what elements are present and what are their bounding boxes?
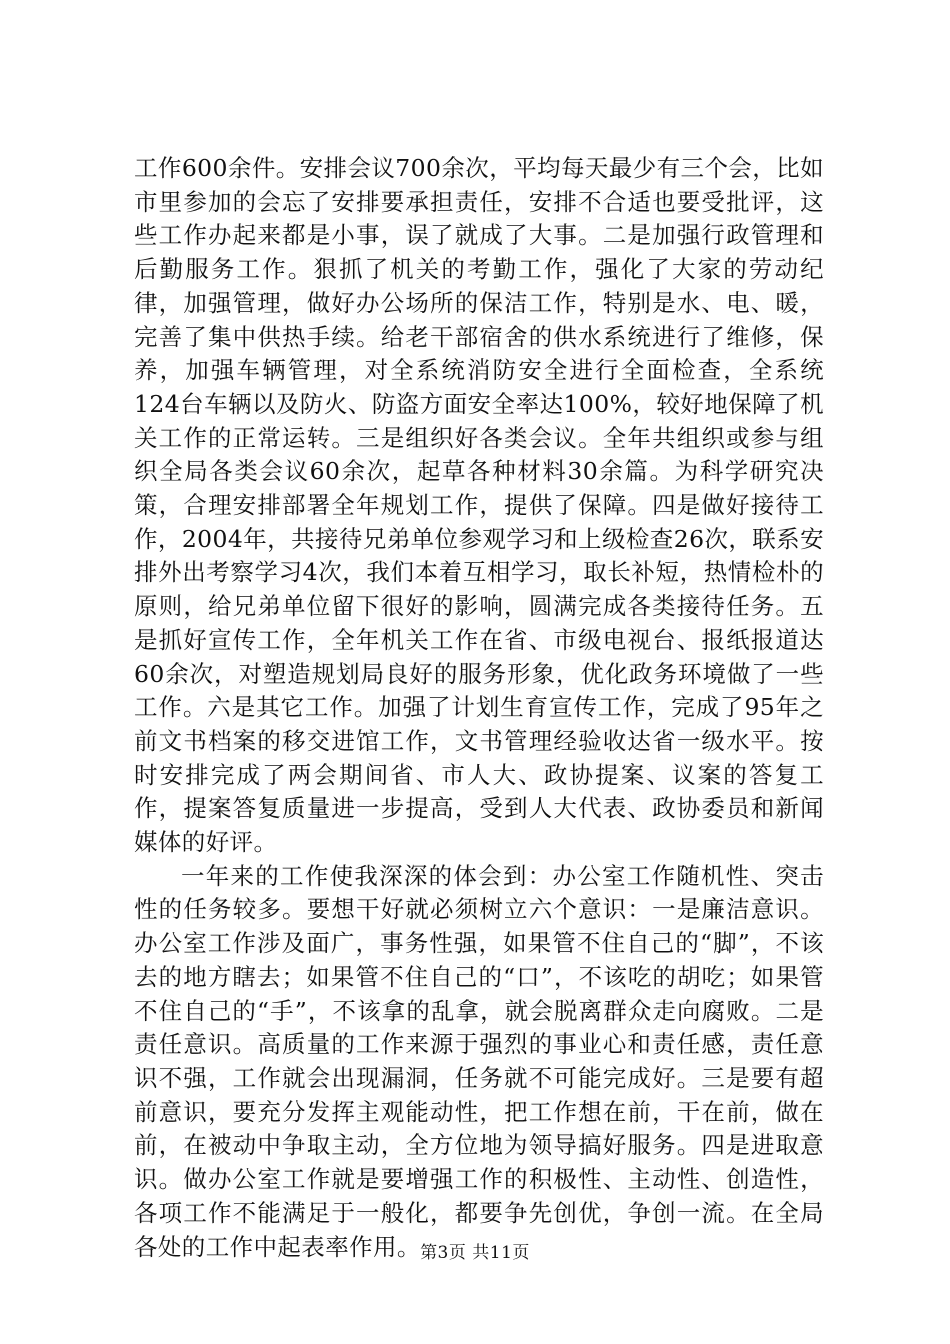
page-number: 第3页 共11页 — [420, 1243, 530, 1263]
document-body — [134, 152, 824, 1264]
paragraph-2: 一年来的工作使我深深的体会到：办公室工作随机性、突击性的任务较多。要想干好就必须树立六个意识：一是廉洁意识。办公室工作涉及面广，事务性强，如果管不住自己的“脚”，不该去的地方瞎去；如果管不住自己的“口”，不该吃的胡吃；如果管不住自己的“手”，不该拿的乱拿，就会脱离群众走向腐败。二是责任意识。高质量的工作来源于强烈的事业心和责任感，责任意识不强，工作就会出现漏洞，任务就不可能完成好。三是要有超前意识，要充分发挥主观能动性，把工作想在前，干在前，做在前，在被动中争取主动，全方位地为领导搞好服务。四是进取意识。做办公室工作就是要增强工作的积极性、主动性、创造性，各项工作不能满足于一般化，都要争先创优，争创一流。在全局各处的工作中起表率作用。 — [134, 861, 824, 1261]
page-footer — [0, 1243, 950, 1263]
paragraph-1: 工作600余件。安排会议700余次，平均每天最少有三个会，比如市里参加的会忘了安排要承担责任，安排不合适也要受批评，这些工作办起来都是小事，误了就成了大事。二是加强行政管理和后勤服务工作。狠抓了机关的考勤工作，强化了大家的劳动纪律，加强管理，做好办公场所的保洁工作，特别是水、电、暖，完善了集中供热手续。给老干部宿舍的供水系统进行了维修，保养，加强车辆管理，对全系统消防安全进行全面检查，全系统124台车辆以及防火、防盗方面安全率达100%，较好地保障了机关工作的正常运转。三是组织好各类会议。全年共组织或参与组织全局各类会议60余次，起草各种材料30余篇。为科学研究决策，合理安排部署全年规划工作，提供了保障。四是做好接待工作，2004年，共接待兄弟单位参观学习和上级检查26次，联系安排外出考察学习4次，我们本着互相学习，取长补短，热情检朴的原则，给兄弟单位留下很好的影响，圆满完成各类接待任务。五是抓好宣传工作，全年机关工作在省、市级电视台、报纸报道达60余次，对塑造规划局良好的服务形象，优化政务环境做了一些工作。六是其它工作。加强了计划生育宣传工作，完成了95年之前文书档案的移交进馆工作，文书管理经验收达省一级水平。按时安排完成了两会期间省、市人大、政协提案、议案的答复工作，提案答复质量进一步提高，受到人大代表、政协委员和新闻媒体的好评。 — [134, 154, 824, 857]
